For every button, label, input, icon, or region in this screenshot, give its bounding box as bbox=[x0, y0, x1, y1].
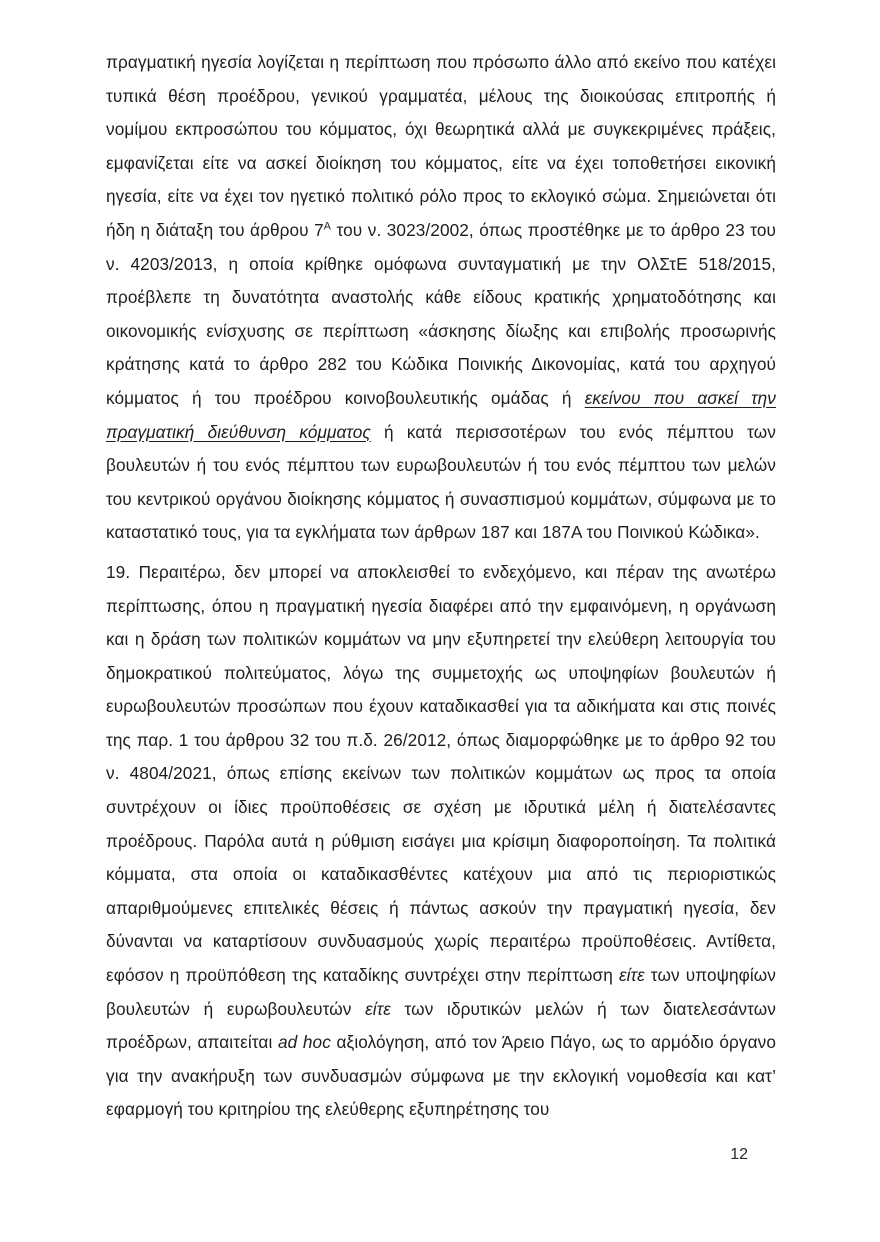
text-segment: των ιδρυτικών μελών ή των διατελεσάντων προέδρων, απαιτείται bbox=[106, 998, 776, 1053]
text-segment: 19. Περαιτέρω, δεν μπορεί να αποκλεισθεί το ενδεχόμενο, και πέραν της ανωτέρω περίπτωσης, όπου η πραγματική ηγεσία διαφέρει από την εμφαινόμενη, η οργάνωση και η δράση των πολιτικών κομμάτων να μην εξυπηρετεί την ελεύθερη λειτουργία του δημοκρατικού πολιτεύματος, λόγω της συμμετοχής ως υποψηφίων βουλευτών ή ευρωβουλευτών προσώπων που έχουν καταδικασθεί για τα αδικήματα και στις ποινές της παρ. 1 του άρθρου 32 του π.δ. 26/2012, όπως διαμορφώθηκε με το άρθρο 92 του ν. 4804/2021, όπως επίσης εκείνων των πολιτικών κομμάτων ως προς τα οποία συντρέχουν οι ίδιες προϋποθέσεις σε σχέση με ιδρυτικά μέλη ή διατελέσαντες προέδρους. Παρόλα αυτά η ρύθμιση εισάγει μια κρίσιμη διαφοροποίηση. Τα πολιτικά κόμματα, στα οποία οι καταδικασθέντες κατέχουν μια από τις περιοριστικώς απαριθμούμενες επιτελικές θέσεις ή πάντως ασκούν την πραγματική ηγεσία, δεν δύνανται να καταρτίσουν συνδυασμούς χωρίς περαιτέρω προϋποθέσεις. Αντίθετα, εφόσον η προϋπόθεση της καταδίκης συντρέχει στην περίπτωση bbox=[106, 561, 776, 986]
text-segment: του ν. 3023/2002, όπως προστέθηκε με το άρθρο 23 του ν. 4203/2013, η οποία κρίθηκε ομόφωνα συνταγματική με την ΟλΣτΕ 518/2015, προέβλεπε τη δυνατότητα αναστολής κάθε είδους κρατικής χρηματοδότησης και οικονομικής ενίσχυσης σε περίπτωση «άσκησης δίωξης και επιβολής προσωρινής κράτησης κατά το άρθρο 282 του Κώδικα Ποινικής Δικονομίας, κατά του αρχηγού κόμματος ή του προέδρου κοινοβουλευτικής ομάδας ή bbox=[106, 219, 776, 408]
text-segment: είτε bbox=[618, 965, 645, 986]
page-number: 12 bbox=[730, 1146, 748, 1163]
text-segment: Α bbox=[323, 220, 332, 233]
paragraph-19 bbox=[106, 556, 776, 1127]
text-segment: ή κατά περισσοτέρων του ενός πέμπτου των βουλευτών ή του ενός πέμπτου των ευρωβουλευτών ή του ενός πέμπτου των μελών του κεντρικού οργάνου διοίκησης κόμματος ή συνασπισμού κομμάτων, σύμφωνα με το καταστατικό τους, για τα εγκλήματα των άρθρων 187 και 187Α του Ποινικού Κώδικα». bbox=[106, 421, 776, 543]
text-segment: των υποψηφίων βουλευτών ή ευρωβουλευτών bbox=[106, 965, 776, 1019]
paragraph-continuation bbox=[106, 46, 776, 550]
text-segment: αξιολόγηση, από τον Άρειο Πάγο, ως το αρμόδιο όργανο για την ανακήρυξη των συνδυασμών σύμφωνα με την εκλογική νομοθεσία και κατ’ εφαρμογή του κριτηρίου της ελεύθερης εξυπηρέτησης του bbox=[106, 1032, 776, 1120]
document-body bbox=[106, 46, 776, 1133]
text-segment: είτε bbox=[365, 998, 391, 1019]
text-segment: ad hoc bbox=[277, 1032, 331, 1053]
text-segment: πραγματική ηγεσία λογίζεται η περίπτωση που πρόσωπο άλλο από εκείνο που κατέχει τυπικά θέση προέδρου, γενικού γραμματέα, μέλους της διοικούσας επιτροπής ή νομίμου εκπροσώπου του κόμματος, όχι θεωρητικά αλλά με συγκεκριμένες πράξεις, εμφανίζεται είτε να ασκεί διοίκηση του κόμματος, είτε να έχει τοποθετήσει εικονική ηγεσία, είτε να έχει τον ηγετικό πολιτικό ρόλο προς το εκλογικό σώμα. Σημειώνεται ότι ήδη η διάταξη του άρθρου 7 bbox=[106, 52, 776, 240]
text-segment: εκείνου που ασκεί την πραγματική διεύθυνση κόμματος bbox=[106, 387, 776, 442]
